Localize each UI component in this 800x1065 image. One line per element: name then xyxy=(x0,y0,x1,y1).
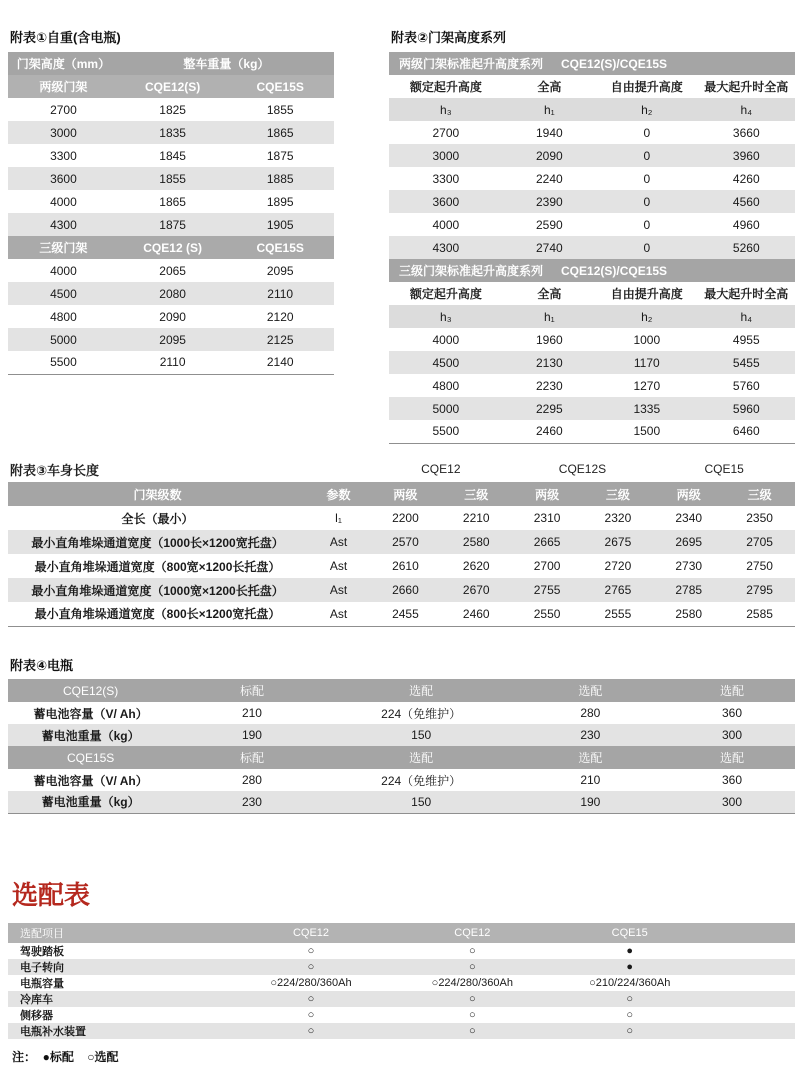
parameter-row xyxy=(389,98,795,121)
triplex-mast-rows xyxy=(8,259,334,374)
table-cell: 2660 xyxy=(392,583,419,597)
table3-title: 附表③车身长度 xyxy=(10,462,100,478)
table-cell: 蓄电池容量（V/ Ah） xyxy=(33,773,148,788)
table-cell: 4000 xyxy=(50,194,77,209)
model-label: CQE12(S) xyxy=(62,683,119,698)
table-cell: 2555 xyxy=(604,606,632,621)
table-cell: ● xyxy=(626,961,634,973)
table-cell: 2755 xyxy=(533,583,561,597)
body-length-section xyxy=(8,456,795,627)
table-cell: 1825 xyxy=(159,102,186,117)
table-cell: Ast xyxy=(329,559,348,573)
table-cell: 4960 xyxy=(732,217,760,232)
table-cell: 230 xyxy=(580,728,601,742)
table-cell: 1270 xyxy=(633,378,661,393)
table-row xyxy=(389,328,795,351)
table-cell: 1940 xyxy=(536,125,563,140)
model-label: CQE15S xyxy=(66,750,115,765)
battery-table xyxy=(8,679,795,814)
column-header: 选配 xyxy=(578,684,603,698)
table-cell: 1865 xyxy=(266,125,294,140)
series-label: 三级门架标准起升高度系列 xyxy=(399,264,544,278)
table-cell: 2700 xyxy=(50,102,77,117)
table-cell: 2765 xyxy=(604,583,632,597)
table-cell: 电子转向 xyxy=(20,962,64,974)
table-row xyxy=(389,167,795,190)
parameter-symbol: h₄ xyxy=(698,98,795,121)
column-header: 两级门架 xyxy=(8,75,119,98)
table-cell: 5500 xyxy=(432,424,460,439)
series-label: 两级门架标准起升高度系列 xyxy=(399,57,544,71)
table-cell: 1885 xyxy=(266,171,294,186)
table-cell: ○ xyxy=(468,1009,476,1021)
table-cell: ○ xyxy=(626,1009,634,1021)
mast-height-table xyxy=(389,52,795,444)
table-cell: 4800 xyxy=(432,378,460,393)
table-row xyxy=(8,702,795,724)
table-cell: 最小直角堆垛通道宽度（1000长×1200宽托盘） xyxy=(31,535,284,550)
table-cell: 2675 xyxy=(604,535,632,549)
parameter-symbol: h₁ xyxy=(503,305,596,328)
table-row xyxy=(8,282,334,305)
column-header: 全高 xyxy=(503,282,596,305)
table-cell: 0 xyxy=(643,217,651,232)
table-cell: 3660 xyxy=(732,125,760,140)
table-cell: 1865 xyxy=(159,194,186,209)
table-cell: 1855 xyxy=(159,171,186,186)
column-header: 选配 xyxy=(409,684,434,698)
table-row xyxy=(8,506,795,530)
table-cell: 蓄电池容量（V/ Ah） xyxy=(33,706,148,721)
table-cell: 3600 xyxy=(432,194,460,209)
body-length-rows xyxy=(8,506,795,626)
table-cell: 2130 xyxy=(536,355,563,370)
table-row xyxy=(8,530,795,554)
column-header: CQE12(S) xyxy=(119,75,227,98)
table-cell: 2460 xyxy=(536,424,563,439)
table-cell: 2310 xyxy=(533,511,561,525)
column-header: CQE12 (S) xyxy=(119,236,227,259)
table-cell: 0 xyxy=(643,194,651,209)
parameter-symbol: h₃ xyxy=(389,98,503,121)
table-cell: 3960 xyxy=(732,148,760,163)
column-header: 全高 xyxy=(503,75,596,98)
table-cell: 360 xyxy=(722,773,743,787)
table-row xyxy=(389,144,795,167)
column-header: 三级 xyxy=(724,482,795,506)
table-cell: 2110 xyxy=(267,286,294,301)
table-row xyxy=(8,959,795,975)
table-cell: ● xyxy=(626,945,634,957)
parameter-symbol: h₂ xyxy=(596,98,698,121)
duplex-mast-rows xyxy=(8,98,334,236)
table-cell: 2230 xyxy=(536,378,563,393)
options-table xyxy=(8,923,795,1039)
column-header: 两级 xyxy=(512,482,583,506)
table-cell: 2125 xyxy=(266,332,294,347)
table-cell: 2140 xyxy=(266,355,294,370)
column-header: 自由提升高度 xyxy=(596,75,698,98)
table-cell: 1895 xyxy=(266,194,294,209)
table-subheader-row xyxy=(8,75,334,98)
table-header-row xyxy=(8,52,334,75)
parameter-symbol: h₁ xyxy=(503,98,596,121)
table-cell: 2695 xyxy=(675,535,703,549)
table-cell: 蓄电池重量（kg） xyxy=(41,795,140,810)
table-cell: 3000 xyxy=(50,125,77,140)
table-cell: ○ xyxy=(626,1025,634,1037)
table-cell: ○224/280/360Ah xyxy=(270,977,352,989)
table-cell: 2550 xyxy=(533,606,561,621)
column-header: 标配 xyxy=(239,684,264,698)
battery-rows-cqe15s xyxy=(8,769,795,813)
table-cell: 2320 xyxy=(604,511,632,525)
section-header xyxy=(389,259,795,282)
table-cell: 1845 xyxy=(159,148,186,163)
table-cell: 4000 xyxy=(432,217,460,232)
table-cell: ○ xyxy=(468,1025,476,1037)
table-cell: 1835 xyxy=(159,125,186,140)
table-cell: 2700 xyxy=(533,559,561,573)
table-cell: Ast xyxy=(329,606,348,621)
table-cell: 5455 xyxy=(732,355,760,370)
table-cell: 0 xyxy=(643,125,651,140)
table-cell: 1500 xyxy=(633,424,661,439)
table-cell: ○ xyxy=(307,993,315,1005)
table1-title: 附表①自重(含电瓶) xyxy=(10,30,121,45)
table-row xyxy=(389,213,795,236)
table-row xyxy=(8,167,334,190)
table-row xyxy=(8,991,795,1007)
table-cell: 3300 xyxy=(50,148,77,163)
options-title: 选配表 xyxy=(12,880,91,910)
table-row xyxy=(8,121,334,144)
table-row xyxy=(389,351,795,374)
table-cell: 2795 xyxy=(746,583,773,597)
table-cell: 3300 xyxy=(432,171,460,186)
table-cell: 2740 xyxy=(536,240,563,255)
table-row xyxy=(8,98,334,121)
table-cell: 230 xyxy=(241,794,262,809)
table-row xyxy=(8,351,334,374)
table-header-row xyxy=(8,923,795,943)
table-cell: ○ xyxy=(626,993,634,1005)
self-weight-section xyxy=(8,30,334,375)
table-subheader-row xyxy=(8,236,334,259)
table-cell: 1000 xyxy=(633,332,661,347)
parameter-row xyxy=(389,305,795,328)
table-cell: 1875 xyxy=(159,217,186,232)
table-cell: 2095 xyxy=(266,263,294,278)
column-header: 自由提升高度 xyxy=(596,282,698,305)
column-header: 选配 xyxy=(578,751,603,765)
table-cell: 2090 xyxy=(536,148,563,163)
table-cell: 4800 xyxy=(50,309,77,324)
table-cell: 190 xyxy=(580,794,601,809)
table-cell: 1905 xyxy=(266,217,294,232)
table-cell: 280 xyxy=(580,706,601,720)
table-cell: 最小直角堆垛通道宽度（800长×1200宽托盘） xyxy=(34,607,281,622)
parameter-symbol: h₂ xyxy=(596,305,698,328)
table-cell: 5960 xyxy=(732,401,760,416)
model-label: CQE12(S)/CQE15S xyxy=(561,264,668,278)
table-cell: 2750 xyxy=(746,559,773,573)
table-row xyxy=(8,943,795,959)
table-cell xyxy=(708,959,795,975)
column-header xyxy=(708,923,795,943)
table-cell: 1855 xyxy=(266,102,294,117)
table-cell xyxy=(708,975,795,991)
table-cell: 2610 xyxy=(392,559,419,573)
table-cell: Ast xyxy=(329,535,348,549)
battery-rows-cqe12 xyxy=(8,702,795,746)
section-header xyxy=(389,52,795,75)
table-cell: 5260 xyxy=(732,240,760,255)
battery-section xyxy=(8,658,795,814)
table4-title: 附表④电瓶 xyxy=(10,658,74,673)
table-cell: 4560 xyxy=(732,194,760,209)
table-cell: 蓄电池重量（kg） xyxy=(41,728,140,743)
column-header: 门架级数 xyxy=(8,482,307,506)
table-row xyxy=(8,305,334,328)
table-cell: 2095 xyxy=(159,332,186,347)
column-header: 最大起升时全高 xyxy=(698,282,795,305)
model-label: CQE15 xyxy=(704,462,744,476)
column-header: CQE15S xyxy=(226,236,334,259)
column-header: CQE15 xyxy=(551,923,708,943)
table-row xyxy=(8,144,334,167)
column-header: 选配 xyxy=(720,684,745,698)
column-header: CQE12 xyxy=(228,923,393,943)
table-cell xyxy=(708,1007,795,1023)
table-row xyxy=(8,554,795,578)
table-header-row xyxy=(8,482,795,506)
table-cell: 2390 xyxy=(536,194,563,209)
table-cell: ○ xyxy=(307,1025,315,1037)
column-header: 三级 xyxy=(582,482,653,506)
table-cell: 210 xyxy=(241,706,262,720)
table-cell: 冷库车 xyxy=(20,994,53,1006)
table-cell: 1335 xyxy=(633,401,661,416)
model-label: CQE12(S)/CQE15S xyxy=(561,57,668,71)
table-cell: ○210/224/360Ah xyxy=(589,977,671,989)
model-label: CQE12 xyxy=(421,462,461,476)
table-cell: 4500 xyxy=(432,355,460,370)
section-header-row xyxy=(389,259,795,282)
parameter-symbol: h₄ xyxy=(698,305,795,328)
table-cell: 3600 xyxy=(50,171,77,186)
table-cell: 2240 xyxy=(536,171,563,186)
table-cell: 2590 xyxy=(536,217,563,232)
column-header: 选配项目 xyxy=(8,923,228,943)
parameter-symbol: h₃ xyxy=(389,305,503,328)
table-row xyxy=(389,236,795,259)
column-header: 选配 xyxy=(720,751,745,765)
table-cell: 5760 xyxy=(732,378,760,393)
table-cell: 2460 xyxy=(462,606,490,621)
table-cell: 1170 xyxy=(633,355,660,370)
model-header-row xyxy=(8,456,795,482)
table-row xyxy=(8,213,334,236)
table-cell: 4300 xyxy=(432,240,460,255)
table-cell: ○ xyxy=(468,993,476,1005)
table-header-row xyxy=(389,75,795,98)
table-cell: 2080 xyxy=(159,286,186,301)
table-row xyxy=(389,420,795,443)
table-cell: 2210 xyxy=(462,511,490,525)
section-header-row xyxy=(389,52,795,75)
table-cell: 2455 xyxy=(392,606,419,621)
table-cell: l₁ xyxy=(335,511,342,525)
table-cell: 全长（最小） xyxy=(121,511,194,526)
options-section xyxy=(8,880,795,1065)
column-header: 最大起升时全高 xyxy=(698,75,795,98)
table-cell: 2120 xyxy=(266,309,294,324)
table-cell: 0 xyxy=(643,148,651,163)
table-cell: 280 xyxy=(241,773,262,787)
table-cell: 2700 xyxy=(432,125,460,140)
table-cell: 4260 xyxy=(732,171,760,186)
column-header: 整车重量（kg） xyxy=(119,52,334,75)
table-cell: 2620 xyxy=(462,559,490,573)
section-header-row xyxy=(8,746,795,769)
table-cell: 最小直角堆垛通道宽度（800宽×1200长托盘） xyxy=(34,559,281,574)
table-cell: 190 xyxy=(241,728,262,742)
table-cell: 2090 xyxy=(159,309,186,324)
table-cell: 2295 xyxy=(536,401,563,416)
table-cell: 224（免维护） xyxy=(381,773,462,788)
table-cell: ○ xyxy=(307,1009,315,1021)
section-header-row xyxy=(8,679,795,702)
table-cell xyxy=(708,991,795,1007)
table-row xyxy=(8,190,334,213)
column-header: CQE12 xyxy=(394,923,551,943)
table-header-row xyxy=(389,282,795,305)
table-cell xyxy=(708,1023,795,1039)
table-cell: 4000 xyxy=(432,332,460,347)
table-cell: 6460 xyxy=(732,424,760,439)
table-cell: 2350 xyxy=(746,511,773,525)
table-row xyxy=(8,259,334,282)
column-header: 三级 xyxy=(441,482,512,506)
column-header: 两级 xyxy=(653,482,724,506)
table-cell: 电瓶补水装置 xyxy=(20,1026,86,1038)
table-cell: 150 xyxy=(411,794,432,809)
table-cell: 0 xyxy=(643,240,651,255)
table-cell: 2580 xyxy=(462,535,490,549)
body-length-table xyxy=(8,456,795,627)
table-cell: 2665 xyxy=(533,535,561,549)
table-cell: Ast xyxy=(329,583,348,597)
table-row xyxy=(389,397,795,420)
column-header: 参数 xyxy=(307,482,370,506)
table-cell: 2585 xyxy=(746,606,773,621)
table-cell: 2200 xyxy=(392,511,419,525)
table-cell: 360 xyxy=(722,706,743,720)
options-note: 注： ●标配 ○选配 xyxy=(12,1050,119,1064)
table-row xyxy=(389,190,795,213)
column-header: 标配 xyxy=(239,751,264,765)
table-row xyxy=(8,724,795,746)
table-row xyxy=(8,769,795,791)
column-header: 额定起升高度 xyxy=(389,75,503,98)
table-cell: 1960 xyxy=(536,332,563,347)
column-header: 两级 xyxy=(370,482,441,506)
table-cell: 5000 xyxy=(50,332,77,347)
table-cell: 1875 xyxy=(266,148,294,163)
table-cell: 驾驶踏板 xyxy=(20,946,64,958)
table-cell: 2785 xyxy=(675,583,703,597)
table-cell: 4500 xyxy=(50,286,77,301)
table-cell: 300 xyxy=(722,728,743,742)
column-header: 选配 xyxy=(409,751,434,765)
table-cell: 2580 xyxy=(675,606,703,621)
table-cell: ○ xyxy=(468,961,476,973)
table-cell: 2670 xyxy=(462,583,490,597)
table-row xyxy=(8,791,795,813)
table-cell: 0 xyxy=(643,171,651,186)
table-cell: 2340 xyxy=(675,511,703,525)
table-cell xyxy=(708,943,795,959)
table-cell: 4955 xyxy=(732,332,760,347)
table-cell: 侧移器 xyxy=(20,1010,53,1022)
table-row xyxy=(389,121,795,144)
table-cell: 210 xyxy=(580,773,601,787)
table-cell: 2730 xyxy=(675,559,703,573)
table-cell: 5500 xyxy=(50,355,77,370)
table-cell: 2570 xyxy=(392,535,419,549)
model-label: CQE12S xyxy=(558,462,607,476)
table-cell: 4300 xyxy=(50,217,77,232)
column-header: 三级门架 xyxy=(8,236,119,259)
table-cell: 150 xyxy=(411,728,432,742)
table-cell: ○ xyxy=(468,945,476,957)
table-cell: 电瓶容量 xyxy=(20,978,64,990)
table-cell: 2720 xyxy=(604,559,632,573)
table-cell: 4000 xyxy=(50,263,77,278)
table-cell: ○ xyxy=(307,945,315,957)
self-weight-table xyxy=(8,52,334,375)
column-header: CQE15S xyxy=(226,75,334,98)
column-header: 门架高度（mm） xyxy=(8,52,119,75)
table-cell: 最小直角堆垛通道宽度（1000宽×1200长托盘） xyxy=(31,583,284,598)
table-row xyxy=(8,578,795,602)
table-row xyxy=(8,602,795,626)
table-cell: 300 xyxy=(722,794,743,809)
table-row xyxy=(8,328,334,351)
table2-title: 附表②门架高度系列 xyxy=(391,30,507,45)
duplex-height-rows xyxy=(389,121,795,259)
table-cell: 2705 xyxy=(746,535,773,549)
mast-height-section xyxy=(389,30,795,444)
triplex-height-rows xyxy=(389,328,795,443)
options-rows xyxy=(8,943,795,1039)
table-cell: 2065 xyxy=(159,263,186,278)
table-cell: 5000 xyxy=(432,401,460,416)
table-row xyxy=(8,975,795,991)
table-row xyxy=(389,374,795,397)
table-cell: ○224/280/360Ah xyxy=(431,977,513,989)
table-cell: 224（免维护） xyxy=(381,706,462,721)
table-cell: 3000 xyxy=(432,148,460,163)
table-row xyxy=(8,1007,795,1023)
table-cell: 2110 xyxy=(159,355,186,370)
table-row xyxy=(8,1023,795,1039)
table-cell: ○ xyxy=(307,961,315,973)
column-header: 额定起升高度 xyxy=(389,282,503,305)
